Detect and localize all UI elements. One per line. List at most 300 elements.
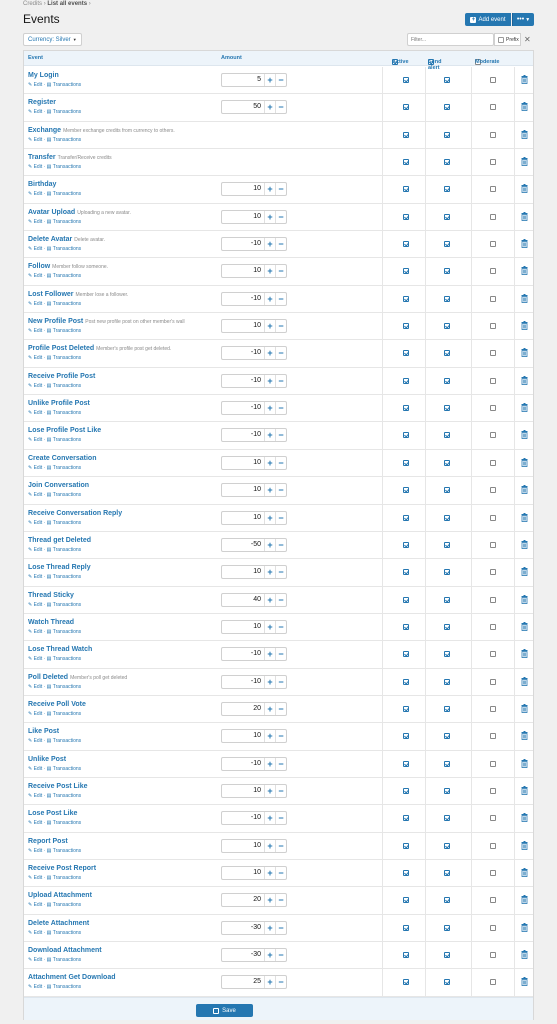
amount-stepper[interactable] — [221, 948, 287, 962]
amount-input[interactable]: 20 — [253, 896, 261, 904]
moderate-checkbox[interactable] — [490, 405, 496, 411]
amount-stepper[interactable] — [221, 620, 287, 634]
increment-button[interactable]: + — [264, 703, 275, 715]
transactions-link[interactable]: Transactions — [52, 382, 82, 389]
amount-input[interactable]: -10 — [250, 814, 261, 822]
send-alert-checkbox[interactable] — [444, 597, 450, 603]
moderate-checkbox[interactable] — [490, 350, 496, 356]
increment-button[interactable]: + — [264, 402, 275, 414]
decrement-button[interactable]: − — [275, 512, 286, 524]
event-title[interactable]: Unlike Profile Post — [28, 400, 90, 408]
increment-button[interactable]: + — [264, 457, 275, 469]
edit-link[interactable]: Edit — [33, 273, 43, 280]
edit-link[interactable]: Edit — [33, 164, 43, 171]
delete-icon[interactable] — [521, 321, 528, 330]
increment-button[interactable]: + — [264, 730, 275, 742]
transactions-link[interactable]: Transactions — [52, 492, 82, 499]
transactions-link[interactable]: Transactions — [52, 683, 82, 690]
send-alert-checkbox[interactable] — [444, 268, 450, 274]
event-title[interactable]: Delete Avatar Delete avatar. — [28, 236, 106, 244]
increment-button[interactable]: + — [264, 429, 275, 441]
send-alert-checkbox[interactable] — [444, 679, 450, 685]
amount-stepper[interactable] — [221, 839, 287, 853]
event-title[interactable]: My Login — [28, 72, 59, 79]
decrement-button[interactable]: − — [275, 867, 286, 879]
amount-input[interactable]: 5 — [257, 76, 261, 83]
send-alert-checkbox[interactable] — [444, 378, 450, 384]
decrement-button[interactable]: − — [275, 730, 286, 742]
increment-button[interactable]: + — [264, 949, 275, 961]
active-checkbox[interactable] — [403, 186, 409, 192]
edit-link[interactable]: Edit — [33, 82, 43, 88]
event-title[interactable]: Receive Conversation Reply — [28, 509, 123, 517]
decrement-button[interactable]: − — [275, 375, 286, 387]
moderate-checkbox[interactable] — [490, 733, 496, 739]
transactions-link[interactable]: Transactions — [52, 929, 82, 936]
edit-link[interactable]: Edit — [33, 437, 43, 444]
active-checkbox[interactable] — [403, 378, 409, 384]
delete-icon[interactable] — [521, 622, 528, 631]
increment-button[interactable]: + — [264, 621, 275, 633]
active-checkbox[interactable] — [403, 733, 409, 739]
active-checkbox[interactable] — [403, 979, 409, 985]
event-title[interactable]: Delete Attachment — [28, 919, 90, 927]
event-title[interactable]: Thread get Deleted — [28, 536, 92, 544]
amount-input[interactable]: 10 — [253, 868, 261, 876]
event-title[interactable]: Unlike Post — [28, 755, 67, 763]
decrement-button[interactable]: − — [275, 457, 286, 469]
delete-icon[interactable] — [521, 157, 528, 166]
amount-input[interactable]: 40 — [253, 595, 261, 603]
delete-icon[interactable] — [521, 102, 528, 111]
amount-stepper[interactable] — [221, 538, 287, 552]
amount-input[interactable]: 10 — [253, 786, 261, 794]
transactions-link[interactable]: Transactions — [52, 82, 82, 88]
amount-input[interactable]: -10 — [250, 677, 261, 685]
event-title[interactable]: Report Post — [28, 837, 68, 845]
transactions-link[interactable]: Transactions — [52, 656, 82, 663]
send-alert-checkbox[interactable] — [444, 651, 450, 657]
send-alert-checkbox[interactable] — [444, 624, 450, 630]
amount-stepper[interactable] — [221, 182, 287, 196]
transactions-link[interactable]: Transactions — [52, 546, 82, 553]
delete-icon[interactable] — [521, 294, 528, 303]
amount-input[interactable]: 10 — [253, 513, 261, 521]
active-checkbox[interactable] — [403, 296, 409, 302]
decrement-button[interactable]: − — [275, 594, 286, 606]
send-alert-checkbox[interactable] — [444, 241, 450, 247]
active-checkbox[interactable] — [403, 843, 409, 849]
decrement-button[interactable]: − — [275, 648, 286, 660]
increment-button[interactable]: + — [264, 183, 275, 195]
decrement-button[interactable]: − — [275, 265, 286, 277]
amount-input[interactable]: 10 — [253, 185, 261, 193]
decrement-button[interactable]: − — [275, 238, 286, 250]
amount-input[interactable]: 20 — [253, 704, 261, 712]
moderate-checkbox[interactable] — [490, 268, 496, 274]
delete-icon[interactable] — [521, 731, 528, 740]
event-title[interactable]: Lose Profile Post Like — [28, 427, 102, 435]
active-checkbox[interactable] — [403, 542, 409, 548]
moderate-checkbox[interactable] — [490, 186, 496, 192]
increment-button[interactable]: + — [264, 265, 275, 277]
delete-icon[interactable] — [521, 75, 528, 84]
moderate-checkbox[interactable] — [490, 624, 496, 630]
transactions-link[interactable]: Transactions — [52, 328, 82, 335]
active-checkbox[interactable] — [403, 77, 409, 83]
event-title[interactable]: Follow Member follow someone. — [28, 263, 109, 271]
amount-input[interactable]: -50 — [250, 540, 261, 548]
active-checkbox[interactable] — [403, 405, 409, 411]
amount-stepper[interactable] — [221, 675, 287, 689]
transactions-link[interactable]: Transactions — [52, 355, 82, 362]
decrement-button[interactable]: − — [275, 758, 286, 770]
active-checkbox[interactable] — [403, 569, 409, 575]
event-title[interactable]: Receive Poll Vote — [28, 700, 86, 708]
send-alert-checkbox[interactable] — [444, 843, 450, 849]
add-event-button[interactable] — [465, 13, 511, 26]
decrement-button[interactable]: − — [275, 949, 286, 961]
edit-link[interactable]: Edit — [33, 957, 43, 963]
active-checkbox[interactable] — [403, 104, 409, 110]
delete-icon[interactable] — [521, 595, 528, 604]
transactions-link[interactable]: Transactions — [52, 519, 82, 526]
prefix-checkbox[interactable] — [494, 33, 521, 46]
decrement-button[interactable]: − — [275, 566, 286, 578]
decrement-button[interactable]: − — [275, 621, 286, 633]
save-button[interactable] — [196, 1004, 253, 1017]
amount-input[interactable]: -10 — [250, 240, 261, 248]
transactions-link[interactable]: Transactions — [52, 765, 82, 772]
amount-input[interactable]: 10 — [253, 322, 261, 330]
amount-input[interactable]: 10 — [253, 212, 261, 220]
increment-button[interactable]: + — [264, 976, 275, 988]
send-alert-checkbox[interactable] — [444, 870, 450, 876]
moderate-checkbox[interactable] — [490, 925, 496, 931]
amount-input[interactable]: 50 — [253, 103, 261, 111]
delete-icon[interactable] — [521, 649, 528, 658]
amount-input[interactable]: 10 — [253, 622, 261, 630]
delete-icon[interactable] — [521, 430, 528, 439]
active-checkbox[interactable] — [403, 815, 409, 821]
amount-input[interactable]: -10 — [250, 376, 261, 384]
delete-icon[interactable] — [521, 759, 528, 768]
edit-link[interactable]: Edit — [33, 765, 43, 772]
decrement-button[interactable]: − — [275, 183, 286, 195]
edit-link[interactable]: Edit — [33, 246, 43, 253]
active-checkbox[interactable] — [403, 487, 409, 493]
transactions-link[interactable]: Transactions — [52, 601, 82, 608]
delete-icon[interactable] — [521, 677, 528, 686]
amount-stepper[interactable] — [221, 565, 287, 579]
transactions-link[interactable]: Transactions — [52, 273, 82, 280]
active-checkbox[interactable] — [403, 706, 409, 712]
event-title[interactable]: Receive Post Report — [28, 864, 97, 872]
increment-button[interactable]: + — [264, 894, 275, 906]
moderate-checkbox[interactable] — [490, 432, 496, 438]
transactions-link[interactable]: Transactions — [52, 246, 82, 253]
send-alert-checkbox[interactable] — [444, 979, 450, 985]
event-title[interactable]: Watch Thread — [28, 618, 75, 626]
delete-icon[interactable] — [521, 567, 528, 576]
transactions-link[interactable]: Transactions — [52, 792, 82, 799]
clear-filter-icon[interactable]: ✕ — [524, 35, 531, 44]
amount-input[interactable]: 10 — [253, 458, 261, 466]
delete-icon[interactable] — [521, 950, 528, 959]
decrement-button[interactable]: − — [275, 922, 286, 934]
send-alert-checkbox[interactable] — [444, 733, 450, 739]
amount-stepper[interactable] — [221, 647, 287, 661]
amount-input[interactable]: -10 — [250, 650, 261, 658]
amount-stepper[interactable] — [221, 975, 287, 989]
edit-link[interactable]: Edit — [33, 656, 43, 663]
delete-icon[interactable] — [521, 130, 528, 139]
amount-stepper[interactable] — [221, 866, 287, 880]
send-alert-checkbox[interactable] — [444, 296, 450, 302]
increment-button[interactable]: + — [264, 238, 275, 250]
transactions-link[interactable]: Transactions — [52, 109, 82, 116]
edit-link[interactable]: Edit — [33, 929, 43, 936]
edit-link[interactable]: Edit — [33, 300, 43, 307]
amount-stepper[interactable] — [221, 237, 287, 251]
amount-stepper[interactable] — [221, 784, 287, 798]
edit-link[interactable]: Edit — [33, 847, 43, 854]
active-checkbox[interactable] — [403, 159, 409, 165]
transactions-link[interactable]: Transactions — [52, 300, 82, 307]
increment-button[interactable]: + — [264, 375, 275, 387]
increment-button[interactable]: + — [264, 867, 275, 879]
moderate-checkbox[interactable] — [490, 132, 496, 138]
event-title[interactable]: Create Conversation — [28, 454, 97, 462]
moderate-checkbox[interactable] — [490, 515, 496, 521]
transactions-link[interactable]: Transactions — [52, 874, 82, 881]
amount-stepper[interactable] — [221, 483, 287, 497]
increment-button[interactable]: + — [264, 539, 275, 551]
decrement-button[interactable]: − — [275, 402, 286, 414]
send-alert-checkbox[interactable] — [444, 77, 450, 83]
moderate-checkbox[interactable] — [490, 651, 496, 657]
active-checkbox[interactable] — [403, 432, 409, 438]
event-title[interactable]: Like Post — [28, 728, 60, 736]
decrement-button[interactable]: − — [275, 429, 286, 441]
moderate-checkbox[interactable] — [490, 706, 496, 712]
decrement-button[interactable]: − — [275, 320, 286, 332]
active-checkbox[interactable] — [403, 241, 409, 247]
event-title[interactable]: Register — [28, 99, 57, 107]
active-checkbox[interactable] — [403, 268, 409, 274]
delete-icon[interactable] — [521, 813, 528, 822]
increment-button[interactable]: + — [264, 812, 275, 824]
send-alert-checkbox[interactable] — [444, 897, 450, 903]
moderate-checkbox[interactable] — [490, 897, 496, 903]
transactions-link[interactable]: Transactions — [52, 191, 82, 198]
delete-icon[interactable] — [521, 376, 528, 385]
delete-icon[interactable] — [521, 485, 528, 494]
event-title[interactable]: Poll Deleted Member's poll get deleted — [28, 673, 128, 681]
edit-link[interactable]: Edit — [33, 601, 43, 608]
increment-button[interactable]: + — [264, 293, 275, 305]
send-alert-checkbox[interactable] — [444, 515, 450, 521]
edit-link[interactable]: Edit — [33, 382, 43, 389]
amount-input[interactable]: -30 — [250, 951, 261, 958]
increment-button[interactable]: + — [264, 566, 275, 578]
send-alert-checkbox[interactable] — [444, 706, 450, 712]
send-alert-checkbox[interactable] — [444, 952, 450, 958]
amount-input[interactable]: 10 — [253, 267, 261, 275]
send-alert-checkbox[interactable] — [444, 788, 450, 794]
moderate-checkbox[interactable] — [490, 952, 496, 958]
delete-icon[interactable] — [521, 513, 528, 522]
delete-icon[interactable] — [521, 977, 528, 986]
send-alert-checkbox[interactable] — [444, 132, 450, 138]
increment-button[interactable]: + — [264, 922, 275, 934]
amount-stepper[interactable] — [221, 401, 287, 415]
delete-icon[interactable] — [521, 704, 528, 713]
active-checkbox[interactable] — [403, 214, 409, 220]
event-title[interactable]: Lost Follower Member lose a follower. — [28, 290, 129, 298]
delete-icon[interactable] — [521, 923, 528, 932]
send-alert-checkbox[interactable] — [444, 186, 450, 192]
delete-icon[interactable] — [521, 786, 528, 795]
amount-input[interactable]: -10 — [250, 759, 261, 767]
delete-icon[interactable] — [521, 212, 528, 221]
amount-stepper[interactable] — [221, 374, 287, 388]
decrement-button[interactable]: − — [275, 347, 286, 359]
amount-input[interactable]: 25 — [253, 978, 261, 986]
increment-button[interactable]: + — [264, 512, 275, 524]
active-checkbox[interactable] — [403, 651, 409, 657]
amount-stepper[interactable] — [221, 346, 287, 360]
amount-input[interactable]: 10 — [253, 841, 261, 849]
amount-stepper[interactable] — [221, 210, 287, 224]
amount-input[interactable]: -30 — [250, 923, 261, 931]
amount-input[interactable]: -10 — [250, 404, 261, 412]
event-title[interactable]: New Profile Post Post new profile post on other member's wall — [28, 318, 185, 326]
send-alert-checkbox[interactable] — [444, 159, 450, 165]
send-alert-checkbox[interactable] — [444, 925, 450, 931]
increment-button[interactable]: + — [264, 676, 275, 688]
edit-link[interactable]: Edit — [33, 546, 43, 553]
send-alert-checkbox[interactable] — [444, 460, 450, 466]
transactions-link[interactable]: Transactions — [52, 464, 82, 471]
decrement-button[interactable]: − — [275, 484, 286, 496]
amount-stepper[interactable] — [221, 73, 287, 87]
transactions-link[interactable]: Transactions — [52, 710, 82, 717]
event-title[interactable]: Profile Post Deleted Member's profile post get deleted. — [28, 345, 172, 353]
amount-stepper[interactable] — [221, 511, 287, 525]
event-title[interactable]: Birthday — [28, 181, 57, 189]
event-title[interactable]: Transfer Transfer/Receive credits — [28, 154, 112, 162]
increment-button[interactable]: + — [264, 785, 275, 797]
send-alert-checkbox[interactable] — [444, 350, 450, 356]
event-title[interactable]: Download Attachment — [28, 947, 102, 954]
moderate-checkbox[interactable] — [490, 788, 496, 794]
edit-link[interactable]: Edit — [33, 874, 43, 881]
transactions-link[interactable]: Transactions — [52, 218, 82, 225]
amount-stepper[interactable] — [221, 729, 287, 743]
event-title[interactable]: Receive Profile Post — [28, 372, 96, 380]
active-checkbox[interactable] — [403, 132, 409, 138]
send-alert-checkbox[interactable] — [444, 405, 450, 411]
decrement-button[interactable]: − — [275, 812, 286, 824]
transactions-link[interactable]: Transactions — [52, 437, 82, 444]
transactions-link[interactable]: Transactions — [52, 628, 82, 635]
amount-stepper[interactable] — [221, 428, 287, 442]
edit-link[interactable]: Edit — [33, 328, 43, 335]
send-alert-checkbox[interactable] — [444, 761, 450, 767]
send-alert-checkbox[interactable] — [444, 569, 450, 575]
amount-stepper[interactable] — [221, 319, 287, 333]
transactions-link[interactable]: Transactions — [52, 136, 82, 143]
increment-button[interactable]: + — [264, 484, 275, 496]
increment-button[interactable]: + — [264, 840, 275, 852]
amount-stepper[interactable] — [221, 292, 287, 306]
event-title[interactable]: Lose Thread Watch — [28, 646, 93, 654]
edit-link[interactable]: Edit — [33, 355, 43, 362]
transactions-link[interactable]: Transactions — [52, 957, 82, 963]
event-title[interactable]: Lose Thread Reply — [28, 564, 91, 572]
event-title[interactable]: Receive Post Like — [28, 782, 88, 790]
send-alert-checkbox[interactable] — [444, 815, 450, 821]
event-title[interactable]: Upload Attachment — [28, 892, 92, 900]
decrement-button[interactable]: − — [275, 676, 286, 688]
decrement-button[interactable]: − — [275, 785, 286, 797]
amount-stepper[interactable] — [221, 456, 287, 470]
decrement-button[interactable]: − — [275, 976, 286, 988]
amount-stepper[interactable] — [221, 757, 287, 771]
moderate-checkbox[interactable] — [490, 979, 496, 985]
amount-input[interactable]: -10 — [250, 431, 261, 439]
amount-input[interactable]: 10 — [253, 486, 261, 494]
moderate-checkbox[interactable] — [490, 241, 496, 247]
edit-link[interactable]: Edit — [33, 191, 43, 198]
delete-icon[interactable] — [521, 239, 528, 248]
active-checkbox[interactable] — [403, 761, 409, 767]
delete-icon[interactable] — [521, 841, 528, 850]
edit-link[interactable]: Edit — [33, 136, 43, 143]
increment-button[interactable]: + — [264, 648, 275, 660]
amount-input[interactable]: 10 — [253, 732, 261, 740]
breadcrumb-credits[interactable]: Credits — [23, 1, 43, 7]
moderate-checkbox[interactable] — [490, 378, 496, 384]
amount-stepper[interactable] — [221, 593, 287, 607]
moderate-checkbox[interactable] — [490, 296, 496, 302]
increment-button[interactable]: + — [264, 74, 275, 86]
transactions-link[interactable]: Transactions — [52, 574, 82, 581]
decrement-button[interactable]: − — [275, 74, 286, 86]
moderate-checkbox[interactable] — [490, 761, 496, 767]
transactions-link[interactable]: Transactions — [52, 738, 82, 745]
amount-stepper[interactable] — [221, 811, 287, 825]
event-title[interactable]: Join Conversation — [28, 482, 90, 490]
moderate-checkbox[interactable] — [490, 870, 496, 876]
send-alert-checkbox[interactable] — [444, 214, 450, 220]
moderate-checkbox[interactable] — [490, 815, 496, 821]
active-checkbox[interactable] — [403, 679, 409, 685]
send-alert-checkbox[interactable] — [444, 323, 450, 329]
event-title[interactable]: Exchange Member exchange credits from currency to others. — [28, 126, 175, 134]
edit-link[interactable]: Edit — [33, 574, 43, 581]
decrement-button[interactable]: − — [275, 101, 286, 113]
edit-link[interactable]: Edit — [33, 628, 43, 635]
active-checkbox[interactable] — [403, 460, 409, 466]
edit-link[interactable]: Edit — [33, 820, 43, 827]
active-checkbox[interactable] — [403, 788, 409, 794]
moderate-checkbox[interactable] — [490, 77, 496, 83]
active-checkbox[interactable] — [403, 350, 409, 356]
increment-button[interactable]: + — [264, 758, 275, 770]
active-checkbox[interactable] — [403, 925, 409, 931]
